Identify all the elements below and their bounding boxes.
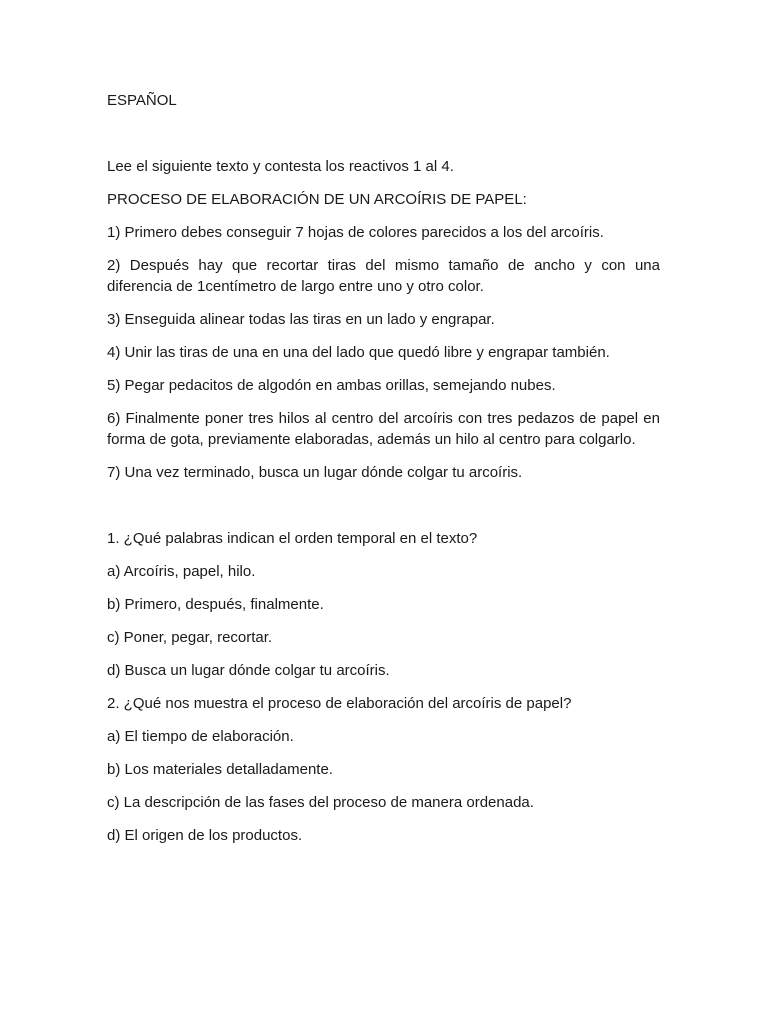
question-2-option-c: c) La descripción de las fases del proceso de manera ordenada. bbox=[107, 794, 534, 811]
step-2: 2) Después hay que recortar tiras del mismo tamaño de ancho y con una diferencia de 1centímetro de largo entre uno y otro color. bbox=[107, 257, 660, 295]
instruction-text: Lee el siguiente texto y contesta los reactivos 1 al 4. bbox=[107, 158, 454, 175]
question-2: 2. ¿Qué nos muestra el proceso de elaboración del arcoíris de papel? bbox=[107, 695, 572, 712]
step-7: 7) Una vez terminado, busca un lugar dónde colgar tu arcoíris. bbox=[107, 464, 523, 481]
question-1-option-b: b) Primero, después, finalmente. bbox=[107, 596, 324, 613]
question-1-option-a: a) Arcoíris, papel, hilo. bbox=[107, 563, 256, 580]
question-2-option-a: a) El tiempo de elaboración. bbox=[107, 728, 294, 745]
question-2-option-d: d) El origen de los productos. bbox=[107, 827, 303, 844]
question-1: 1. ¿Qué palabras indican el orden temporal en el texto? bbox=[107, 530, 478, 547]
step-6: 6) Finalmente poner tres hilos al centro del arcoíris con tres pedazos de papel en forma de gota, previamente elaboradas, además un hilo al centro para colgarlo. bbox=[107, 410, 660, 448]
step-5: 5) Pegar pedacitos de algodón en ambas orillas, semejando nubes. bbox=[107, 377, 556, 394]
subject-heading: ESPAÑOL bbox=[107, 92, 177, 109]
step-1: 1) Primero debes conseguir 7 hojas de colores parecidos a los del arcoíris. bbox=[107, 224, 604, 241]
step-3: 3) Enseguida alinear todas las tiras en un lado y engrapar. bbox=[107, 311, 495, 328]
section-spacer bbox=[107, 495, 660, 528]
question-1-option-c: c) Poner, pegar, recortar. bbox=[107, 629, 273, 646]
step-4: 4) Unir las tiras de una en una del lado que quedó libre y engrapar también. bbox=[107, 344, 610, 361]
process-title: PROCESO DE ELABORACIÓN DE UN ARCOÍRIS DE PAPEL: bbox=[107, 191, 527, 208]
question-2-option-b: b) Los materiales detalladamente. bbox=[107, 761, 333, 778]
document-page bbox=[107, 90, 660, 858]
question-1-option-d: d) Busca un lugar dónde colgar tu arcoíris. bbox=[107, 662, 390, 679]
